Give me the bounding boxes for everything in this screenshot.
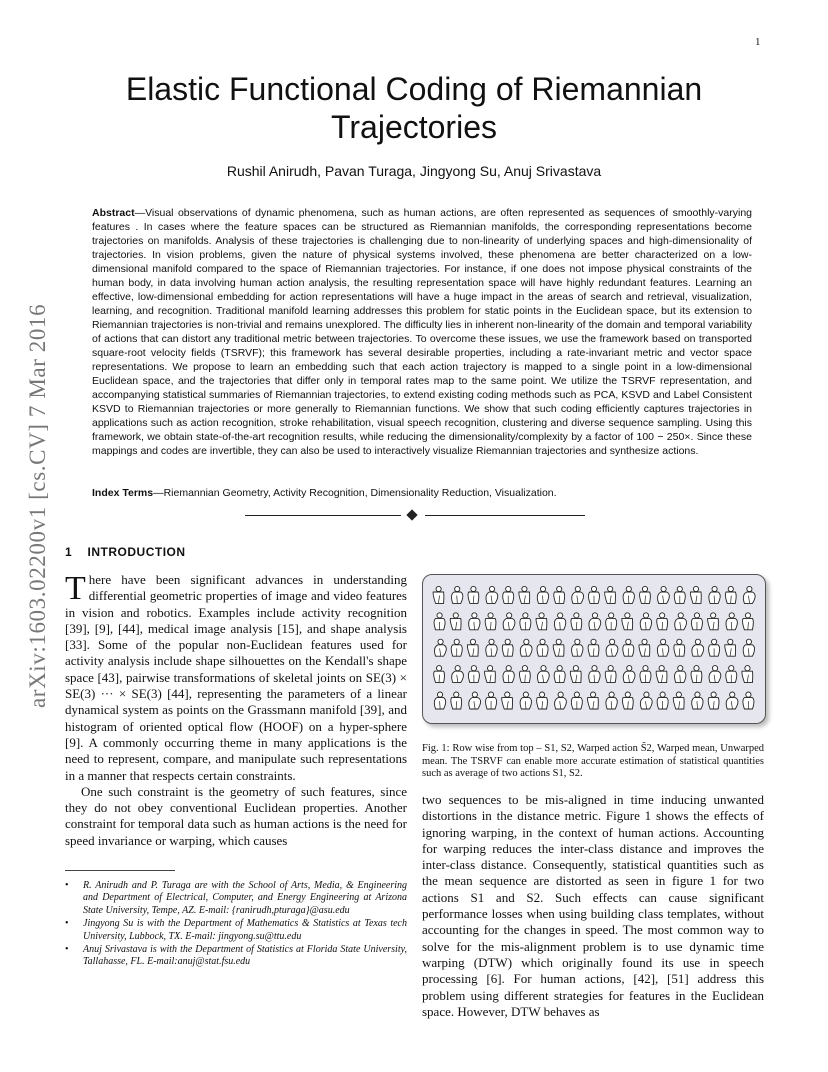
footnote-item: • Anuj Srivastava is with the Department of Statistics at Florida State University, Tallahasse, FL. E-mail:anuj@stat.fsu.edu — [65, 944, 407, 969]
index-terms-label: Index Terms — [92, 487, 154, 499]
human-silhouette-icon — [674, 586, 685, 603]
human-silhouette-icon — [434, 613, 445, 630]
human-silhouette-icon — [726, 613, 737, 630]
human-silhouette-icon — [554, 613, 565, 630]
human-silhouette-icon — [589, 666, 600, 683]
human-silhouette-icon — [434, 666, 445, 683]
human-silhouette-icon — [451, 639, 462, 656]
left-column — [65, 572, 407, 849]
abstract — [92, 206, 752, 458]
human-silhouette-icon — [537, 639, 548, 656]
human-silhouette-icon — [572, 639, 583, 656]
human-silhouette-icon — [435, 639, 447, 656]
human-silhouette-icon — [674, 639, 685, 656]
human-silhouette-icon — [640, 613, 651, 630]
human-silhouette-icon — [606, 639, 618, 656]
human-silhouette-icon — [658, 586, 670, 603]
footnotes — [65, 880, 407, 970]
human-silhouette-icon — [520, 613, 531, 630]
human-silhouette-icon — [485, 613, 496, 630]
human-silhouette-icon — [623, 586, 634, 603]
human-silhouette-icon — [623, 666, 635, 683]
human-silhouette-icon — [554, 586, 565, 603]
page-number: 1 — [755, 36, 761, 48]
human-silhouette-icon — [657, 613, 668, 630]
human-silhouette-icon — [434, 692, 445, 709]
human-silhouette-icon — [571, 613, 582, 630]
human-silhouette-icon — [743, 613, 754, 630]
human-silhouette-icon — [605, 666, 616, 683]
abstract-label: Abstract — [92, 207, 135, 219]
human-silhouette-icon — [502, 692, 513, 709]
drop-cap: T — [65, 570, 86, 607]
caption-text: Row wise from top – S1, S2, Warped action S̃2, Warped mean, Unwarped mean. The TSRVF can enable more accurate estimation of statistical quantities such as average of two actions S1, S2. — [422, 743, 765, 779]
figure-1-panel — [422, 574, 766, 724]
index-terms-text: —Riemannian Geometry, Activity Recognition, Dimensionality Reduction, Visualization. — [153, 487, 557, 499]
footnote-rule — [65, 870, 175, 871]
human-silhouette-icon — [640, 692, 652, 709]
human-silhouette-icon — [469, 613, 480, 630]
footnote-item: • Jingyong Su is with the Department of Mathematics & Statistics at Texas tech University, Lubbock, TX. E-mail: jingyong.su@ttu.edu — [65, 918, 407, 943]
human-silhouette-icon — [451, 586, 462, 603]
human-silhouette-icon — [589, 613, 601, 630]
human-silhouette-icon — [452, 666, 464, 683]
human-silhouette-icon — [640, 586, 651, 603]
caption-label: Fig. 1: — [422, 743, 450, 754]
figure-caption — [422, 743, 764, 781]
intro-paragraph-3: two sequences to be mis-aligned in time inducing unwanted distortions in the distance metric. Figure 1 shows the effects of ignoring warping, in the context of human actions. Accounting for warping reduces the inter-class distance and improves the inter-class distance. Consequently, statistical quantities such as the mean sequence are distorted as seen in figure 1 for two actions S1 and S2. Such effects can cause significant performance losses when using building class templates, without accounting for the changes in speed. The most common way to solve for the mis-alignment problem is to use dynamic time warping (DTW) which originally found its use in speech processing [6]. For human actions, [42], [51] address this problem using different strategies for features in the Euclidean space. However, DTW behaves as — [422, 792, 764, 1019]
human-silhouette-icon — [468, 666, 479, 683]
human-silhouette-icon — [519, 586, 530, 603]
arxiv-identifier: arXiv:1603.02200v1 [cs.CV] 7 Mar 2016 — [25, 303, 50, 708]
human-silhouette-icon — [691, 613, 702, 630]
human-silhouette-icon — [742, 666, 753, 683]
human-silhouette-icon — [537, 586, 548, 603]
human-silhouette-icon — [503, 586, 514, 603]
intro-paragraph-1-text: here have been significant advances in understanding differential geometric properties of image and video features in vision and robotics. Examples include activity recognition [39], [9], [44], medical image analysis [15], and shape analysis [33]. Some of the popular non-Euclidean features used for activity analysis include shape silhouettes on the Kendall's shape space [43], pairwise transformations of skeletal joints on SE(3) × SE(3) ··· × SE(3) [44], representing the parameters of a linear dynamical system as points on the Grassmann manifold [39], and histogram of oriented optical flow (HOOF) on a hyper-sphere [9]. A commonly occurring theme in many applications is the need to represent, compare, and manipulate such representations in a manner that respects certain constraints. — [65, 572, 407, 783]
section-number: 1 — [65, 545, 73, 559]
human-silhouette-icon — [725, 639, 736, 656]
human-silhouette-icon — [468, 586, 479, 603]
human-silhouette-icon — [743, 586, 755, 603]
human-silhouette-icon — [555, 692, 567, 709]
human-silhouette-icon — [537, 692, 548, 709]
human-silhouette-icon — [485, 666, 496, 683]
human-silhouette-icon — [589, 586, 600, 603]
human-silhouette-icon — [486, 586, 498, 603]
human-silhouette-icon — [519, 666, 530, 683]
human-silhouette-icon — [450, 613, 461, 630]
human-silhouette-icon — [623, 639, 634, 656]
human-silhouette-icon — [605, 586, 616, 603]
human-silhouette-icon — [486, 639, 497, 656]
human-silhouette-icon — [572, 586, 584, 603]
human-silhouette-icon — [657, 639, 668, 656]
human-silhouette-icon — [726, 666, 737, 683]
author-list: Rushil Anirudh, Pavan Turaga, Jingyong Su, Anuj Srivastava — [226, 163, 602, 179]
human-silhouette-icon — [606, 692, 617, 709]
human-silhouette-icon — [606, 613, 617, 630]
human-silhouette-icon — [502, 639, 513, 656]
section-divider — [245, 509, 585, 523]
human-silhouette-icon — [588, 639, 599, 656]
human-silhouette-icon — [708, 692, 719, 709]
human-silhouette-icon — [709, 639, 720, 656]
human-silhouette-icon — [656, 666, 667, 683]
human-silhouette-icon — [433, 586, 444, 603]
footnote-item: • R. Anirudh and P. Turaga are with the School of Arts, Media, & Engineering and Department of Electrical, Computer, and Energy Engineering at Arizona State University, Tempe, AZ. E-mail: {ranirudh,pturaga}@asu.edu — [65, 880, 407, 917]
index-terms — [92, 487, 752, 499]
human-silhouette-icon — [673, 692, 684, 709]
human-silhouette-icon — [675, 666, 686, 683]
human-silhouette-icon — [553, 639, 564, 656]
human-silhouette-icon — [588, 692, 599, 709]
human-silhouette-icon — [743, 692, 754, 709]
abstract-text: —Visual observations of dynamic phenomena, such as human actions, are often represented as sequences of smoothly-varying features . In cases where the feature spaces can be structured as Riemannian manifolds, the corresponding representations become trajectories on manifolds. Analysis of these trajectories is challenging due to non-linearity of underlying spaces and high-dimensionality of trajectories. In vision problems, given the nature of physical systems involved, these phenomena are better characterized on a low-dimensional manifold compared to the space of Riemannian trajectories. For instance, if one does not impose physical constraints of the human body, in data involving human action analysis, the resulting representation space will have highly redundant features. Learning an effective, low-dimensional embedding for action representations will have a huge impact in the areas of search and retrieval, visualization, learning, and recognition. Traditional manifold learning addresses this problem for static points in the Euclidean space, but its extension to Riemannian trajectories is non-trivial and remains unexplored. The difficulty lies in inherent non-linearity of the domain and temporal variability of actions that can distort any traditional metric between trajectories. To overcome these issues, we use the framework based on transported square-root velocity fields (TSRVF); this framework has several desirable properties, including a rate-invariant metric and vector space representations. We propose to learn an embedding such that each action trajectory is mapped to a single point in a low-dimensional Euclidean space, and the trajectories that differ only in temporal rates map to the same point. We utilize the TSRVF representation, and accompanying statistical summaries of Riemannian trajectories, to extend existing coding methods such as PCA, KSVD and Label Consistent KSVD to Riemannian trajectories or more generally to Riemannian functions. We show that such coding efficiently captures trajectories in applications such as action recognition, stroke rehabilitation, visual speech recognition, clustering and diverse sequence sampling. Using this framework, we obtain state-of-the-art recognition results, while reducing the dimensionality/complexity by a factor of 100 − 250×. Since these mappings and codes are invertible, they can also be used to interactively visualize Riemannian trajectories and synthesize actions. — [92, 207, 752, 457]
human-silhouette-icon — [622, 613, 633, 630]
human-silhouette-icon — [675, 613, 687, 630]
human-silhouette-icon — [554, 666, 565, 683]
section-heading — [65, 545, 186, 559]
human-silhouette-icon — [571, 692, 582, 709]
human-silhouette-icon — [639, 639, 650, 656]
human-silhouette-icon — [520, 639, 532, 656]
paper-title: Elastic Functional Coding of Riemannian Trajectories — [125, 71, 703, 145]
right-column — [422, 792, 764, 1020]
human-silhouette-icon — [692, 639, 704, 656]
human-silhouette-icon — [692, 692, 703, 709]
human-silhouette-icon — [503, 666, 514, 683]
human-silhouette-icon — [640, 666, 651, 683]
action-silhouettes-grid — [431, 583, 757, 715]
human-silhouette-icon — [743, 639, 754, 656]
human-silhouette-icon — [469, 692, 481, 709]
human-silhouette-icon — [467, 639, 478, 656]
human-silhouette-icon — [451, 692, 462, 709]
human-silhouette-icon — [726, 692, 738, 709]
human-silhouette-icon — [503, 613, 515, 630]
intro-paragraph-1 — [65, 572, 407, 784]
human-silhouette-icon — [570, 666, 581, 683]
human-silhouette-icon — [520, 692, 531, 709]
human-silhouette-icon — [657, 692, 668, 709]
intro-paragraph-2: One such constraint is the geometry of such features, since they do not obey conventional Euclidean properties. Another constraint for temporal data such as human actions is the need for speed invariance or warping, which causes — [65, 783, 407, 848]
human-silhouette-icon — [536, 613, 547, 630]
human-silhouette-icon — [691, 666, 702, 683]
human-silhouette-icon — [537, 666, 549, 683]
human-silhouette-icon — [708, 613, 719, 630]
human-silhouette-icon — [709, 666, 721, 683]
human-silhouette-icon — [690, 586, 701, 603]
human-silhouette-icon — [725, 586, 736, 603]
human-silhouette-icon — [709, 586, 720, 603]
diamond-ornament-icon — [406, 509, 417, 520]
human-silhouette-icon — [486, 692, 497, 709]
human-silhouette-icon — [622, 692, 633, 709]
section-title: INTRODUCTION — [87, 545, 186, 559]
